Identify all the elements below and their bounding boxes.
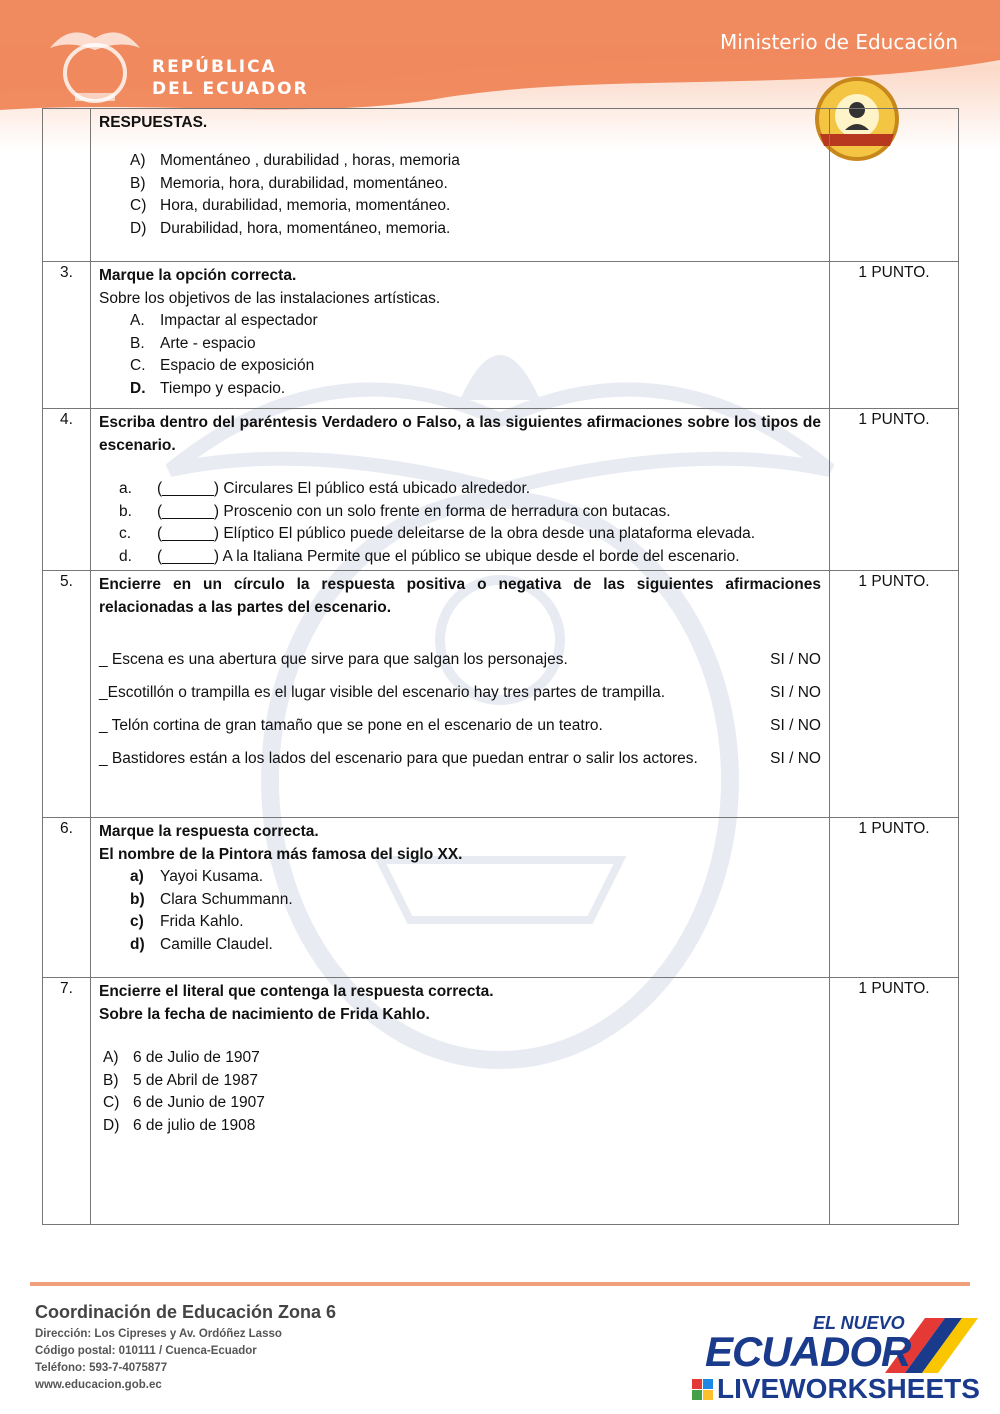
- question-number: 7.: [43, 978, 91, 1225]
- question-number: [43, 109, 91, 262]
- points-cell: 1 PUNTO.: [830, 409, 959, 571]
- points-cell: [830, 109, 959, 262]
- footer-phone: Teléfono: 593-7-4075877: [35, 1362, 168, 1374]
- question-4-row: [43, 409, 959, 571]
- option[interactable]: a) Yayoi Kusama.: [130, 868, 264, 885]
- footer-web: www.educacion.gob.ec: [35, 1379, 162, 1391]
- true-false-item[interactable]: c. (______) Elíptico El público puede deleitarse de la obra desde una plataforma elevada.: [119, 525, 756, 542]
- points-cell: 1 PUNTO.: [830, 262, 959, 409]
- footer-postal: Código postal: 010111 / Cuenca-Ecuador: [35, 1345, 257, 1357]
- question-subtitle: Sobre la fecha de nacimiento de Frida Kahlo.: [99, 1006, 430, 1023]
- yes-no-choice: SI / NO: [770, 684, 821, 701]
- yes-no-item[interactable]: _ Escena es una abertura que sirve para que salgan los personajes. SI / NO: [99, 649, 821, 671]
- answers-title: RESPUESTAS.: [99, 114, 208, 131]
- question-6-row: [43, 818, 959, 978]
- option[interactable]: d) Camille Claudel.: [130, 935, 273, 953]
- question-content: [91, 818, 830, 978]
- question-number: 6.: [43, 818, 91, 978]
- option[interactable]: D) 6 de julio de 1908: [103, 1116, 256, 1134]
- question-content: [91, 409, 830, 571]
- question-5-row: [43, 571, 959, 818]
- liveworksheets-logo: LIVEWORKSHEETS: [692, 1373, 980, 1405]
- question-subtitle: El nombre de la Pintora más famosa del siglo XX.: [99, 846, 463, 863]
- option: A) Momentáneo , durabilidad , horas, memoria: [130, 152, 460, 169]
- question-number: 4.: [43, 409, 91, 571]
- true-false-item[interactable]: d. (______) A la Italiana Permite que el público se ubique desde el borde del escenario.: [119, 547, 740, 565]
- question-3-row: [43, 262, 959, 409]
- brand-main-text: ECUADOR: [705, 1328, 911, 1375]
- yes-no-item[interactable]: _ Bastidores están a los lados del escenario para que puedan entrar o salir los actores. SI / NO: [99, 748, 821, 770]
- option[interactable]: A) 6 de Julio de 1907: [103, 1049, 260, 1066]
- option[interactable]: b) Clara Schummann.: [130, 890, 293, 908]
- liveworksheets-icon: [692, 1379, 713, 1400]
- yes-no-choice: SI / NO: [770, 651, 821, 668]
- points-cell: 1 PUNTO.: [830, 978, 959, 1225]
- republic-title: REPÚBLICA DEL ECUADOR: [152, 57, 309, 99]
- ministry-title: Ministerio de Educación: [720, 30, 959, 54]
- points-cell: 1 PUNTO.: [830, 818, 959, 978]
- points-cell: 1 PUNTO.: [830, 571, 959, 818]
- question-subtitle: Sobre los objetivos de las instalaciones artísticas.: [99, 290, 441, 307]
- option[interactable]: D. Tiempo y espacio.: [130, 379, 286, 397]
- brand-top-text: EL NUEVO: [813, 1313, 905, 1333]
- question-content: [91, 262, 830, 409]
- option[interactable]: c) Frida Kahlo.: [130, 913, 244, 930]
- question-content: [91, 571, 830, 818]
- option: D) Durabilidad, hora, momentáneo, memoria.: [130, 219, 451, 237]
- true-false-item[interactable]: a. (______) Circulares El público está ubicado alrededor.: [119, 480, 531, 497]
- question-title: Escriba dentro del paréntesis Verdadero o Falso, a las siguientes afirmaciones sobre los tipos de escenario.: [99, 414, 821, 454]
- question-title: Marque la respuesta correcta.: [99, 823, 319, 840]
- yes-no-choice: SI / NO: [770, 750, 821, 767]
- yes-no-item[interactable]: _ Telón cortina de gran tamaño que se pone en el escenario de un teatro. SI / NO: [99, 715, 821, 737]
- footer-organization: Coordinación de Educación Zona 6: [35, 1302, 337, 1322]
- yes-no-item[interactable]: _Escotillón o trampilla es el lugar visible del escenario hay tres partes de trampilla. SI / NO: [99, 682, 821, 704]
- question-7-row: [43, 978, 959, 1225]
- exam-table: [42, 108, 959, 1225]
- option[interactable]: A. Impactar al espectador: [130, 312, 318, 329]
- option[interactable]: B. Arte - espacio: [130, 334, 256, 352]
- option[interactable]: C. Espacio de exposición: [130, 357, 315, 374]
- question-title: Encierre en un círculo la respuesta positiva o negativa de las siguientes afirmaciones relacionadas a las partes del escenario.: [99, 576, 821, 616]
- footer-divider: [30, 1282, 970, 1286]
- option[interactable]: C) 6 de Junio de 1907: [103, 1094, 265, 1111]
- footer-address: Dirección: Los Cipreses y Av. Ordóñez Lasso: [35, 1328, 282, 1340]
- option[interactable]: B) 5 de Abril de 1987: [103, 1071, 258, 1089]
- option: B) Memoria, hora, durabilidad, momentáneo.: [130, 174, 448, 192]
- answers-row: [43, 109, 959, 262]
- ecuador-coat-of-arms-icon: [40, 18, 150, 108]
- question-number: 3.: [43, 262, 91, 409]
- option: C) Hora, durabilidad, memoria, momentáneo.: [130, 197, 451, 214]
- question-number: 5.: [43, 571, 91, 818]
- question-content: [91, 109, 830, 262]
- true-false-item[interactable]: b. (______) Proscenio con un solo frente en forma de herradura con butacas.: [119, 502, 671, 520]
- question-title: Marque la opción correcta.: [99, 267, 297, 284]
- brand-logo: [700, 1313, 990, 1403]
- question-content: [91, 978, 830, 1225]
- yes-no-choice: SI / NO: [770, 717, 821, 734]
- question-title: Encierre el literal que contenga la respuesta correcta.: [99, 983, 494, 1000]
